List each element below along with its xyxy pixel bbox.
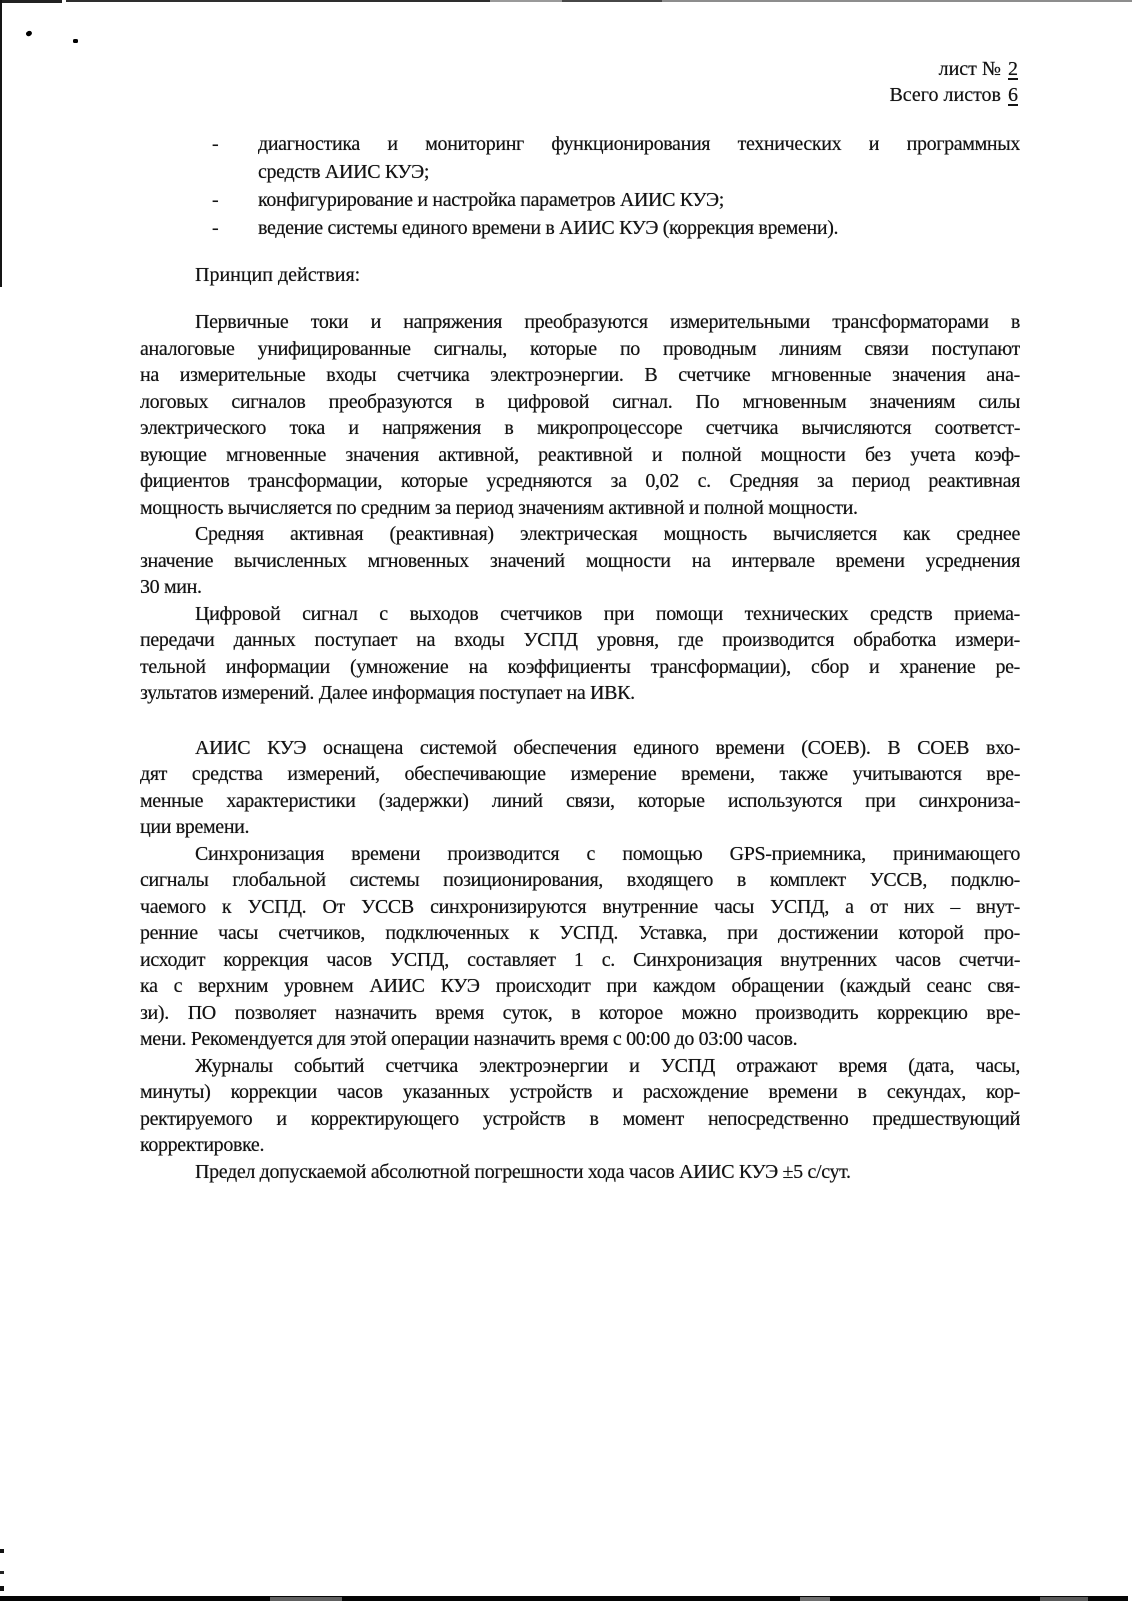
text-line: дят средства измерений, обеспечивающие измерение времени, также учитываются вре- <box>140 763 1020 785</box>
total-sheets-label: Всего листов <box>889 84 1001 106</box>
text-line: электрического тока и напряжения в микропроцессоре счетчика вычисляются соответст- <box>140 417 1020 439</box>
text-line: ректируемого и корректирующего устройств в момент непосредственно предшествующий <box>140 1107 1020 1130</box>
paragraph <box>140 521 1020 601</box>
paragraph <box>140 841 1020 1053</box>
text-line: исходит коррекция часов УСПД, составляет 1 с. Синхронизация внутренних часов счетчи- <box>140 948 1020 971</box>
scan-artifact-bottom-bar-gap <box>1128 1596 1132 1601</box>
scan-artifact-left-mark <box>0 1571 4 1574</box>
scan-artifact-left-mark <box>0 1586 4 1591</box>
text-line: мени. Рекомендуется для этой операции назначить время с 00:00 до 03:00 часов. <box>140 1028 798 1050</box>
text-line: на измерительные входы счетчика электроэнергии. В счетчике мгновенные значения ана- <box>140 364 1020 386</box>
text-line: менные характеристики (задержки) линий связи, которые используются при синхрониза- <box>140 789 1020 812</box>
total-sheets-number: 6 <box>1008 84 1018 106</box>
text-line: сигналы глобальной системы позиционирования, входящего в комплект УССВ, подклю- <box>140 869 1020 891</box>
text-line: передачи данных поступает на входы УСПД уровня, где производится обработка измери- <box>140 629 1020 651</box>
text-line: зультатов измерений. Далее информация поступает на ИВК. <box>140 682 635 704</box>
paragraphs <box>140 309 1020 1185</box>
text-line: Цифровой сигнал с выходов счетчиков при помощи технических средств приема- <box>195 602 1020 625</box>
text-line: ведение системы единого времени в АИИС КУЭ (коррекция времени). <box>258 217 839 239</box>
section-heading: Принцип действия: <box>195 264 361 286</box>
text-line: ренние часы счетчиков, подключенных к УСПД. Уставка, при достижении которой про- <box>140 922 1020 944</box>
total-sheets-line <box>140 82 1020 108</box>
sheet-number-line <box>140 56 1020 82</box>
paragraph <box>140 309 1020 521</box>
text-line: конфигурирование и настройка параметров АИИС КУЭ; <box>258 189 724 211</box>
text-line: чаемого к УСПД. От УССВ синхронизируются внутренние часы УСПД, а от них – внут- <box>140 895 1020 918</box>
bullet-dash: - <box>212 217 219 239</box>
paragraph <box>140 735 1020 841</box>
text-line: средств АИИС КУЭ; <box>258 161 430 183</box>
text-line: Первичные токи и напряжения преобразуются измерительными трансформаторами в <box>195 311 1020 333</box>
text-line: фициентов трансформации, которые усредняются за 0,02 с. Средняя за период реактивная <box>140 470 1020 492</box>
scan-artifact-bottom-bar-segment <box>1040 1597 1088 1601</box>
scan-artifact-left-edge-line <box>0 0 2 287</box>
bullet-text <box>258 186 1020 214</box>
text-line: ка с верхним уровнем АИИС КУЭ происходит при каждом обращении (каждый сеанс свя- <box>140 975 1020 997</box>
bullet-list <box>140 130 1020 242</box>
text-line: минуты) коррекции часов указанных устройств и расхождение времени в секундах, кор- <box>140 1081 1020 1103</box>
text-line: аналоговые унифицированные сигналы, которые по проводным линиям связи поступают <box>140 337 1020 360</box>
text-line: мощность вычисляется по средним за период значениям активной и полной мощности. <box>140 496 858 519</box>
paragraph <box>140 1053 1020 1159</box>
text-line: Синхронизация времени производится с помощью GPS-приемника, принимающего <box>195 842 1020 865</box>
scan-artifact-bottom-bar <box>0 1596 1130 1601</box>
scan-artifact-bottom-bar-segment <box>270 1597 342 1601</box>
bullet-text <box>258 214 1020 242</box>
bullet-dash: - <box>212 133 219 155</box>
scan-artifact-left-mark <box>0 1549 4 1553</box>
text-line: Журналы событий счетчика электроэнергии и УСПД отражают время (дата, часы, <box>195 1054 1020 1077</box>
scan-artifact-speck <box>25 30 33 38</box>
text-line: 30 мин. <box>140 576 202 598</box>
bullet-item <box>140 214 1020 242</box>
text-line: тельной информации (умножение на коэффициенты трансформации), сбор и хранение ре- <box>140 655 1020 678</box>
paragraph <box>140 1159 1020 1186</box>
bullet-dash: - <box>212 189 219 211</box>
text-line: зи). ПО позволяет назначить время суток, в которое можно производить коррекцию вре- <box>140 1001 1020 1024</box>
text-line: АИИС КУЭ оснащена системой обеспечения единого времени (СОЕВ). В СОЕВ вхо- <box>195 736 1020 759</box>
bullet-item <box>140 186 1020 214</box>
text-line: логовых сигналов преобразуются в цифровой сигнал. По мгновенным значениям силы <box>140 390 1020 413</box>
text-line: диагностика и мониторинг функционирования технических и программных <box>258 133 1020 155</box>
paragraph <box>140 601 1020 707</box>
text-line: ции времени. <box>140 816 250 838</box>
text-line: Предел допускаемой абсолютной погрешности хода часов АИИС КУЭ ±5 с/сут. <box>195 1160 851 1183</box>
scan-artifact-top-edge-line <box>0 0 62 3</box>
document-content <box>140 0 1020 1185</box>
bullet-text <box>258 130 1020 186</box>
text-line: вующие мгновенные значения активной, реактивной и полной мощности без учета коэф- <box>140 443 1020 466</box>
scan-artifact-bottom-bar-segment <box>800 1597 830 1601</box>
page-header <box>140 0 1020 108</box>
text-line: Средняя активная (реактивная) электрическая мощность вычисляется как среднее <box>195 523 1020 545</box>
bullet-item <box>140 130 1020 186</box>
text-line: корректировке. <box>140 1134 265 1156</box>
scan-artifact-speck <box>73 39 78 43</box>
sheet-label: лист № <box>938 58 1001 80</box>
text-line: значение вычисленных мгновенных значений мощности на интервале времени усреднения <box>140 549 1020 572</box>
sheet-number: 2 <box>1008 58 1018 80</box>
